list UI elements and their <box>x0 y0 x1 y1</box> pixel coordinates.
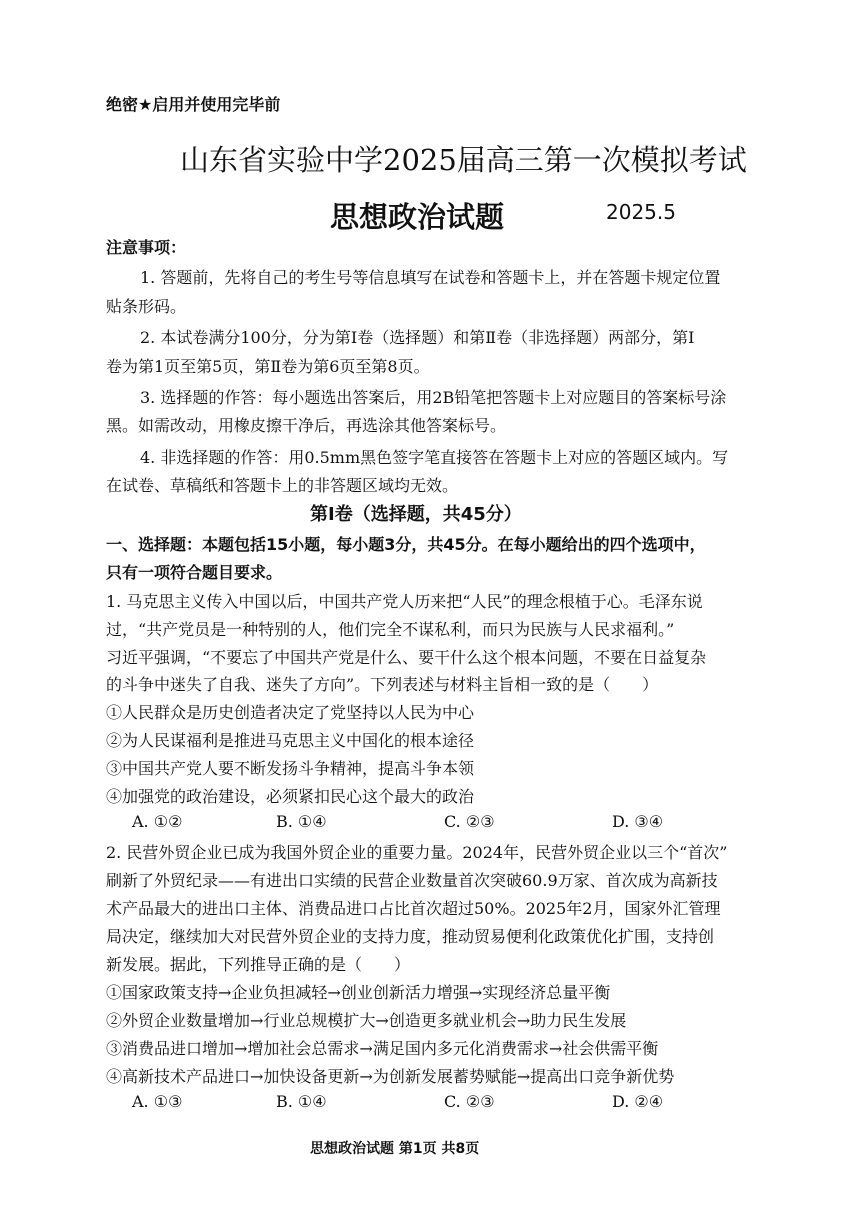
notice-heading: 注意事项： <box>106 238 187 257</box>
answer-option-a: A. ①② <box>132 812 183 831</box>
question-statement: ③中国共产党人要不断发扬斗争精神，提高斗争本领 <box>106 759 475 778</box>
section-instruction: 只有一项符合题目要求。 <box>106 563 283 582</box>
notice-line: 黑。如需改动，用橡皮擦干净后，再选涂其他答案标号。 <box>106 416 507 435</box>
question-stem: 局决定，继续加大对民营外贸企业的支持力度，推动贸易便利化政策优化扩围，支持创 <box>106 927 715 946</box>
notice-line: 2. 本试卷满分100分，分为第Ⅰ卷（选择题）和第Ⅱ卷（非选择题）两部分，第Ⅰ <box>140 328 695 347</box>
subject-title: 思想政治试题 <box>330 200 505 234</box>
question-stem: 的斗争中迷失了自我、迷失了方向”。下列表述与材料主旨相一致的是（ ） <box>106 675 659 694</box>
notice-line: 1. 答题前，先将自己的考生号等信息填写在试卷和答题卡上，并在答题卡规定位置 <box>140 268 721 287</box>
answer-option-d: D. ②④ <box>612 1092 664 1111</box>
notice-line: 卷为第1页至第5页，第Ⅱ卷为第6页至第8页。 <box>106 357 430 376</box>
exam-title: 山东省实验中学2025届高三第一次模拟考试 <box>180 143 747 177</box>
question-stem: 过，“共产党员是一种特别的人，他们完全不谋私利，而只为民族与人民求福利。” <box>106 620 675 639</box>
answer-option-b: B. ①④ <box>276 812 327 831</box>
question-statement: ②为人民谋福利是推进马克思主义中国化的根本途径 <box>106 731 475 750</box>
question-statement: ④加强党的政治建设，必须紧扣民心这个最大的政治 <box>106 787 475 806</box>
question-statement: ①国家政策支持→企业负担减轻→创业创新活力增强→实现经济总量平衡 <box>106 983 611 1002</box>
section-instruction: 一、选择题：本题包括15小题，每小题3分，共45分。在每小题给出的四个选项中， <box>106 535 706 554</box>
notice-line: 贴条形码。 <box>106 297 187 316</box>
question-statement: ①人民群众是历史创造者决定了党坚持以人民为中心 <box>106 703 475 722</box>
notice-line: 3. 选择题的作答：每小题选出答案后，用2B铅笔把答题卡上对应题目的答案标号涂 <box>140 388 727 407</box>
section-title: 第Ⅰ卷（选择题，共45分） <box>310 504 522 525</box>
answer-option-a: A. ①③ <box>132 1092 183 1111</box>
confidential-label: 绝密★启用并使用完毕前 <box>106 95 281 114</box>
question-stem: 2. 民营外贸企业已成为我国外贸企业的重要力量。2024年，民营外贸企业以三个“首次” <box>106 843 728 862</box>
notice-line: 在试卷、草稿纸和答题卡上的非答题区域均无效。 <box>106 476 459 495</box>
answer-option-b: B. ①④ <box>276 1092 327 1111</box>
question-stem: 新发展。据此，下列推导正确的是（ ） <box>106 955 411 974</box>
question-statement: ②外贸企业数量增加→行业总规模扩大→创造更多就业机会→助力民生发展 <box>106 1011 627 1030</box>
question-stem: 1. 马克思主义传入中国以后，中国共产党人历来把“人民”的理念根植于心。毛泽东说 <box>106 592 703 611</box>
question-statement: ④高新技术产品进口→加快设备更新→为创新发展蓄势赋能→提高出口竞争新优势 <box>106 1067 675 1086</box>
exam-date: 2025.5 <box>606 200 676 224</box>
notice-line: 4. 非选择题的作答：用0.5mm黑色签字笔直接答在答题卡上对应的答题区域内。写 <box>140 448 729 467</box>
question-stem: 习近平强调，“不要忘了中国共产党是什么、要干什么这个根本问题，不要在日益复杂 <box>106 648 707 667</box>
question-stem: 术产品最大的进出口主体、消费品进口占比首次超过50%。2025年2月，国家外汇管理 <box>106 899 721 918</box>
question-stem: 刷新了外贸纪录——有进出口实绩的民营企业数量首次突破60.9万家、首次成为高新技 <box>106 871 718 890</box>
answer-option-d: D. ③④ <box>612 812 664 831</box>
question-statement: ③消费品进口增加→增加社会总需求→满足国内多元化消费需求→社会供需平衡 <box>106 1039 659 1058</box>
answer-option-c: C. ②③ <box>444 812 495 831</box>
page-footer: 思想政治试题 第1页 共8页 <box>310 1141 480 1157</box>
answer-option-c: C. ②③ <box>444 1092 495 1111</box>
